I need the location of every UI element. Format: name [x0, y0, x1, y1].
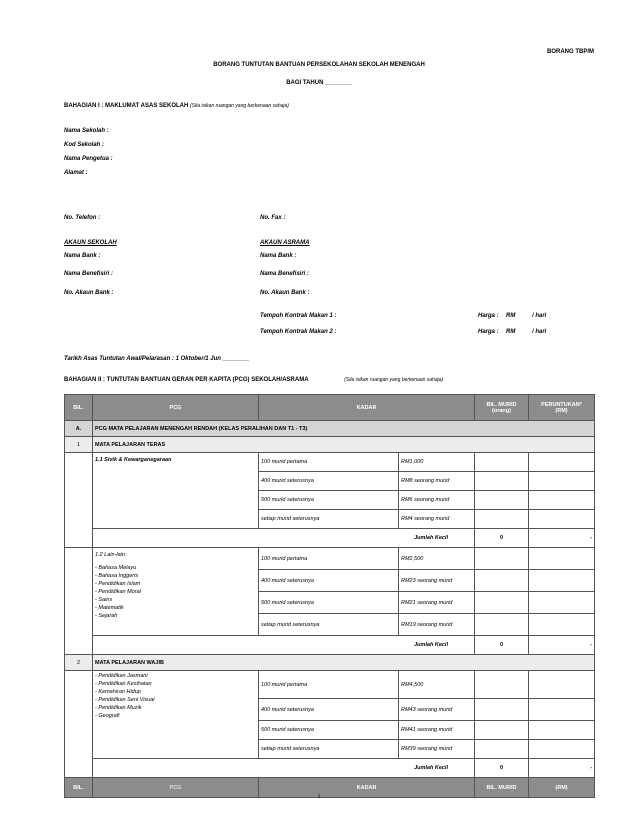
- subtotal-row: [65, 636, 595, 655]
- meal-contract-1: Tempoh Kontrak Makan 1 :: [260, 313, 337, 319]
- allocation-cell: [529, 548, 595, 570]
- murid-input[interactable]: [475, 721, 529, 740]
- group-3-cell: [93, 671, 259, 759]
- subject-item: - Geografi: [95, 713, 120, 719]
- rate-value: RM4 seorang murid: [399, 510, 475, 529]
- header-murid: [475, 395, 529, 421]
- footer-kadar: KADAR: [259, 778, 475, 798]
- rate-label: setiap murid seterusnya: [259, 614, 399, 636]
- rate-value: RM2,500: [399, 548, 475, 570]
- subject-item: - Bahasa Inggeris: [95, 573, 139, 579]
- part1-note: (Sila isikan ruangan yang berkenaan sahaja): [190, 103, 289, 109]
- murid-input[interactable]: [475, 740, 529, 759]
- part1-heading: BAHAGIAN I : MAKLUMAT ASAS SEKOLAH: [64, 103, 189, 109]
- subject-item: - Sejarah: [95, 613, 118, 619]
- rate-label: 500 murid seterusnya: [259, 721, 399, 740]
- rate-label: 400 murid seterusnya: [259, 472, 399, 491]
- header-kadar: KADAR: [259, 395, 475, 421]
- table-row: [65, 671, 595, 699]
- rate-value: RM39 seorang murid: [399, 740, 475, 759]
- subject-item: - Pendidikan Jasmani: [95, 673, 148, 679]
- subject-item: - Pendidikan Kesihatan: [95, 681, 152, 687]
- allocation-cell: [529, 510, 595, 529]
- rate-value: RM8 seorang murid: [399, 472, 475, 491]
- footer-murid: BIL. MURID: [475, 778, 529, 798]
- subtotal-row: [65, 529, 595, 548]
- header-bil: BIL.: [65, 395, 93, 421]
- hostel-account-no: No. Akaun Bank :: [260, 290, 310, 296]
- subject-item: - Pendidikan Islam: [95, 581, 141, 587]
- allocation-cell: [529, 491, 595, 510]
- school-account-no: No. Akaun Bank :: [64, 290, 114, 296]
- subsection-1-number: 1: [65, 437, 93, 453]
- school-bank-name: Nama Bank :: [64, 253, 101, 259]
- meal-contract-2: Tempoh Kontrak Makan 2 :: [260, 329, 337, 335]
- allocation-cell: [529, 472, 595, 491]
- subject-item: - Pendidikan Moral: [95, 589, 141, 595]
- rate-label: 100 murid pertama: [259, 671, 399, 699]
- subtotal-amount: -: [529, 759, 595, 778]
- allocation-cell: [529, 570, 595, 592]
- page-number: 1: [317, 794, 321, 800]
- footer-pcg: PCG: [93, 778, 259, 798]
- allocation-cell: [529, 453, 595, 472]
- subject-item: - Kemahiran Hidup: [95, 689, 141, 695]
- school-beneficiary: Nama Benefisiri :: [64, 271, 114, 277]
- address-label: Alamat :: [64, 170, 88, 176]
- header-peruntukan-line2: (RM): [555, 407, 568, 414]
- allocation-cell: [529, 671, 595, 699]
- school-account-heading: AKAUN SEKOLAH: [64, 240, 117, 246]
- header-peruntukan: [529, 395, 595, 421]
- blank-cell: [65, 548, 93, 655]
- subtotal-amount: -: [529, 529, 595, 548]
- rate-value: RM4,500: [399, 671, 475, 699]
- murid-input[interactable]: [475, 491, 529, 510]
- price-label-2: Harga :: [478, 329, 499, 335]
- rate-label: 400 murid seterusnya: [259, 570, 399, 592]
- subtotal-row: [65, 759, 595, 778]
- footer-rm: (RM): [529, 778, 595, 798]
- rate-value: RM19 seorang murid: [399, 614, 475, 636]
- murid-input[interactable]: [475, 510, 529, 529]
- rate-label: 400 murid seterusnya: [259, 699, 399, 721]
- subsection-1-row: [65, 437, 595, 453]
- subject-item: - Pendidikan Muzik: [95, 705, 142, 711]
- allocation-cell: [529, 592, 595, 614]
- group-2-cell: [93, 548, 259, 636]
- rate-label: 500 murid seterusnya: [259, 592, 399, 614]
- murid-input[interactable]: [475, 453, 529, 472]
- blank-cell: [65, 453, 93, 548]
- hostel-bank-name: Nama Bank :: [260, 253, 297, 259]
- subject-item: - Pendidikan Seni Visual: [95, 697, 155, 703]
- claim-date: Tarikh Asas Tuntutan Awal/Pelarasan : 1 Oktober/1 Jun ________: [64, 356, 250, 362]
- hostel-beneficiary: Nama Benefisiri :: [260, 271, 310, 277]
- group-2-subjects: [95, 564, 256, 620]
- rate-label: 500 murid seterusnya: [259, 491, 399, 510]
- header-peruntukan-line1: PERUNTUKAN*: [541, 401, 582, 408]
- subject-item: - Sains: [95, 597, 113, 603]
- rate-value: RM41 seorang murid: [399, 721, 475, 740]
- part2-note: (Sila isikan ruangan yang berkenaan sahaja): [344, 377, 444, 383]
- school-name-label: Nama Sekolah :: [64, 128, 109, 134]
- school-code-label: Kod Sekolah :: [64, 142, 105, 148]
- murid-input[interactable]: [475, 699, 529, 721]
- rate-value: RM1,000: [399, 453, 475, 472]
- murid-input[interactable]: [475, 472, 529, 491]
- subtotal-label: Jumlah Kecil: [93, 636, 475, 655]
- rate-label: setiap murid seterusnya: [259, 510, 399, 529]
- murid-input[interactable]: [475, 592, 529, 614]
- subsection-2-row: [65, 655, 595, 671]
- part2-heading-row: [64, 377, 443, 383]
- footer-bil: BIL.: [65, 778, 93, 798]
- section-a-row: [65, 421, 595, 437]
- blank-cell: [65, 671, 93, 778]
- header-murid-line1: BIL. MURID: [486, 401, 517, 408]
- subtotal-murid: 0: [475, 529, 529, 548]
- fax-label: No. Fax :: [260, 215, 286, 221]
- phone-label: No. Telefon :: [64, 215, 101, 221]
- murid-input[interactable]: [475, 548, 529, 570]
- murid-input[interactable]: [475, 570, 529, 592]
- rate-value: RM23 seorang murid: [399, 570, 475, 592]
- table-row: [65, 548, 595, 570]
- rate-value: RM6 seorang murid: [399, 491, 475, 510]
- section-a-number: A.: [65, 421, 93, 437]
- rate-label: 100 murid pertama: [259, 453, 399, 472]
- part1-heading-row: [64, 103, 289, 109]
- group-3-subjects: [95, 672, 256, 720]
- rm-label-2: RM: [506, 329, 516, 335]
- subsection-2-number: 2: [65, 655, 93, 671]
- subject-item: - Matematik: [95, 605, 124, 611]
- rate-label: setiap murid seterusnya: [259, 740, 399, 759]
- header-murid-line2: (orang): [492, 407, 511, 414]
- part2-heading: BAHAGIAN II : TUNTUTAN BANTUAN GERAN PER KAPITA (PCG) SEKOLAH/ASRAMA: [64, 377, 309, 383]
- murid-input[interactable]: [475, 671, 529, 699]
- subtotal-murid: 0: [475, 636, 529, 655]
- form-code: BORANG TBP/M: [547, 49, 594, 55]
- hostel-account-heading: AKAUN ASRAMA: [260, 240, 310, 246]
- rate-value: RM43 seorang murid: [399, 699, 475, 721]
- allocation-cell: [529, 614, 595, 636]
- table-row: [65, 453, 595, 472]
- price-label-1: Harga :: [478, 313, 499, 319]
- allocation-cell: [529, 721, 595, 740]
- subject-item: - Bahasa Melayu: [95, 565, 137, 571]
- per-day-1: / hari: [532, 313, 547, 319]
- subsection-2-title: MATA PELAJARAN WAJIB: [93, 655, 595, 671]
- pcg-table: [64, 394, 595, 798]
- year-line: BAGI TAHUN ________: [286, 80, 352, 86]
- rm-label-1: RM: [506, 313, 516, 319]
- table-header: [65, 395, 595, 421]
- per-day-2: / hari: [532, 329, 547, 335]
- subsection-1-title: MATA PELAJARAN TERAS: [93, 437, 595, 453]
- subtotal-murid: 0: [475, 759, 529, 778]
- rate-label: 100 murid pertama: [259, 548, 399, 570]
- subtotal-label: Jumlah Kecil: [93, 529, 475, 548]
- group-2-title: 1.2 Lain-lain:: [95, 552, 127, 558]
- form-title: BORANG TUNTUTAN BANTUAN PERSEKOLAHAN SEKOLAH MENENGAH: [213, 62, 425, 68]
- section-a-title: PCG MATA PELAJARAN MENENGAH RENDAH (KELAS PERALIHAN DAN T1 - T3): [93, 421, 595, 437]
- subtotal-amount: -: [529, 636, 595, 655]
- group-1-title: 1.1 Sivik & Kewarganegaraan: [93, 453, 259, 529]
- allocation-cell: [529, 740, 595, 759]
- murid-input[interactable]: [475, 614, 529, 636]
- header-pcg: PCG: [93, 395, 259, 421]
- rate-value: RM21 seorang murid: [399, 592, 475, 614]
- allocation-cell: [529, 699, 595, 721]
- principal-label: Nama Pengetua :: [64, 156, 113, 162]
- subtotal-label: Jumlah Kecil: [93, 759, 475, 778]
